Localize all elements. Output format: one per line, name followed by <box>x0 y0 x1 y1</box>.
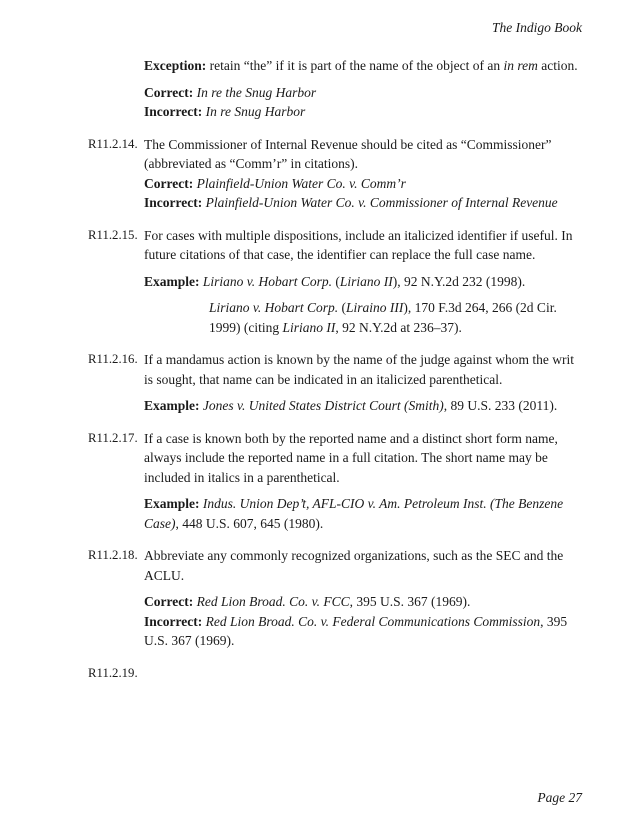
running-head: The Indigo Book <box>492 20 582 35</box>
incorrect-example <box>144 612 582 651</box>
case-name: Red Lion Broad. Co. v. FCC <box>193 594 350 609</box>
case-name: Liriano v. Hobart Corp. <box>199 273 333 289</box>
rule-r11-2-18 <box>88 546 582 651</box>
rule-r11-2-17 <box>88 429 582 534</box>
example-label: Example: <box>144 398 200 413</box>
rule-number: R11.2.15. <box>88 227 138 242</box>
rule-body <box>144 350 582 416</box>
example-1 <box>144 272 582 292</box>
correct-citation: Plainfield-Union Water Co. v. Comm’r <box>193 175 406 191</box>
incorrect-citation: Plainfield-Union Water Co. v. Commissioner of Internal Revenue <box>202 195 558 210</box>
case-name: Liriano v. Hobart Corp. <box>209 300 339 315</box>
rule-number: R11.2.19. <box>88 665 138 680</box>
rule-r11-2-15 <box>88 226 582 338</box>
paren-open: ( <box>332 273 340 289</box>
exception-label: Exception: <box>144 58 207 73</box>
rule-body <box>144 546 582 651</box>
page-content <box>88 56 582 683</box>
correct-label: Correct: <box>144 175 194 191</box>
rule-number: R11.2.18. <box>88 548 138 562</box>
example-2 <box>144 298 582 337</box>
page-number: Page 27 <box>537 790 582 805</box>
case-name: Indus. Union Dep’t, AFL-CIO v. Am. Petroleum Inst. (The Benzene Case) <box>144 496 564 531</box>
case-name: Jones v. United States District Court (Smith) <box>199 398 444 413</box>
incorrect-example <box>144 193 582 213</box>
example <box>144 396 582 416</box>
paren-open: ( <box>338 300 347 315</box>
rule-r11-2-14 <box>88 135 582 213</box>
rule-body <box>144 226 582 338</box>
case-identifier: Liraino III <box>346 300 404 315</box>
citation-rest: ), 92 N.Y.2d 232 (1998). <box>392 273 526 289</box>
rule-text: Abbreviate any commonly recognized organizations, such as the SEC and the ACLU. <box>144 548 564 583</box>
example-label: Example: <box>144 496 200 511</box>
rule-r11-2-16 <box>88 350 582 416</box>
case-identifier: Liriano II <box>339 273 393 289</box>
rule-number: R11.2.17. <box>88 430 138 445</box>
example-label: Example: <box>144 273 200 289</box>
incorrect-label: Incorrect: <box>144 104 203 119</box>
citation-rest: , 395 U.S. 367 (1969). <box>349 594 471 609</box>
rule-text: If a case is known both by the reported name and a distinct short form name, always include the reported name in a full citation. The short name may be included in italics in a parenthetical. <box>144 430 558 485</box>
citation-rest: , 395 U.S. 367 (1969). <box>144 613 568 648</box>
rule-text: For cases with multiple dispositions, include an italicized identifier if useful. In future citations of that case, the identifier can replace the full case name. <box>144 227 573 262</box>
exception-italic: in rem <box>503 58 538 73</box>
example <box>144 494 582 533</box>
exception-text: retain “the” if it is part of the name of the object of an <box>206 58 504 73</box>
correct-example <box>144 83 582 103</box>
case-name: Red Lion Broad. Co. v. Federal Communications Commission <box>202 613 541 629</box>
rule-text: The Commissioner of Internal Revenue should be cited as “Commissioner” (abbreviated as “Comm’r” in citations). <box>144 136 552 171</box>
correct-example <box>144 592 582 612</box>
citation-rest: , 89 U.S. 233 (2011). <box>443 398 558 413</box>
citation-end: , 92 N.Y.2d at 236–37). <box>335 319 462 335</box>
correct-label: Correct: <box>144 84 194 100</box>
exception-block <box>144 56 582 122</box>
incorrect-citation: In re Snug Harbor <box>202 104 306 119</box>
correct-citation: In re the Snug Harbor <box>193 84 317 100</box>
incorrect-example <box>144 102 582 122</box>
cited-identifier: Liriano II <box>282 319 336 335</box>
rule-text: If a mandamus action is known by the name of the judge against whom the writ is sought, that name can be indicated in an italicized parenthetical. <box>144 352 575 387</box>
exception-text-end: action. <box>537 58 578 73</box>
rule-body <box>144 664 582 684</box>
correct-label: Correct: <box>144 594 194 609</box>
citation-rest: ), 170 F.3d 264, 266 (2d Cir. 1999) (citing <box>209 300 557 335</box>
rule-body <box>144 429 582 534</box>
rule-r11-2-19 <box>88 664 582 684</box>
rule-number: R11.2.14. <box>88 136 138 151</box>
incorrect-label: Incorrect: <box>144 613 203 629</box>
exception-paragraph <box>144 56 582 76</box>
rule-body <box>144 135 582 213</box>
incorrect-label: Incorrect: <box>144 195 203 210</box>
rule-number: R11.2.16. <box>88 352 138 366</box>
citation-rest: , 448 U.S. 607, 645 (1980). <box>175 515 324 531</box>
correct-example <box>144 174 582 194</box>
